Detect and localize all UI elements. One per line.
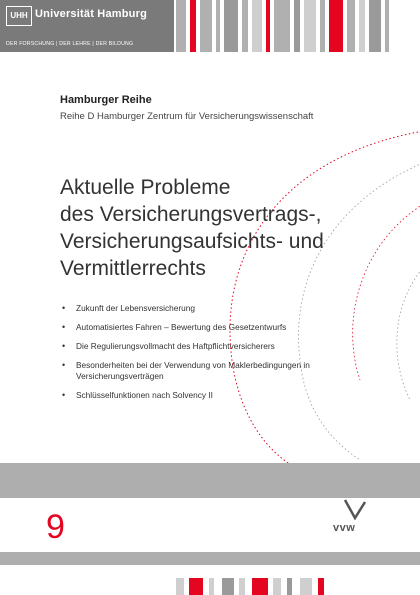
book-title-line: Aktuelle Probleme [60, 176, 231, 199]
topic-item: • Die Regulierungsvollmacht des Haftpflichtversicherers [60, 341, 360, 352]
series-subtitle: Reihe D Hamburger Zentrum für Versicherungswissenschaft [60, 111, 314, 122]
topic-item: • Zukunft der Lebensversicherung [60, 303, 360, 314]
publisher-logo-mark-icon [341, 498, 369, 520]
university-tagline: DER FORSCHUNG | DER LEHRE | DER BILDUNG [6, 41, 134, 47]
book-title [60, 174, 400, 282]
topic-list [60, 303, 360, 409]
uhh-logo-mark: UHH [6, 6, 32, 26]
book-title-line: Vermittlerrechts [60, 257, 206, 280]
topic-item: • Besonderheiten bei der Verwendung von Maklerbedingungen in Versicherungsverträgen [60, 360, 360, 382]
topic-item: • Automatisiertes Fahren – Bewertung des Gesetzentwurfs [60, 322, 360, 333]
book-title-line: des Versicherungsvertrags-, [60, 203, 322, 226]
university-name: Universität Hamburg [35, 8, 147, 20]
publisher-logo [333, 522, 355, 534]
publisher-logo-text: vvw [333, 522, 356, 534]
footer-stripes [176, 578, 329, 595]
book-title-line: Versicherungsaufsichts- und [60, 230, 324, 253]
series-title: Hamburger Reihe [60, 94, 152, 106]
topic-item: • Schlüsselfunktionen nach Solvency II [60, 390, 360, 401]
issue-number: 9 [46, 508, 65, 546]
